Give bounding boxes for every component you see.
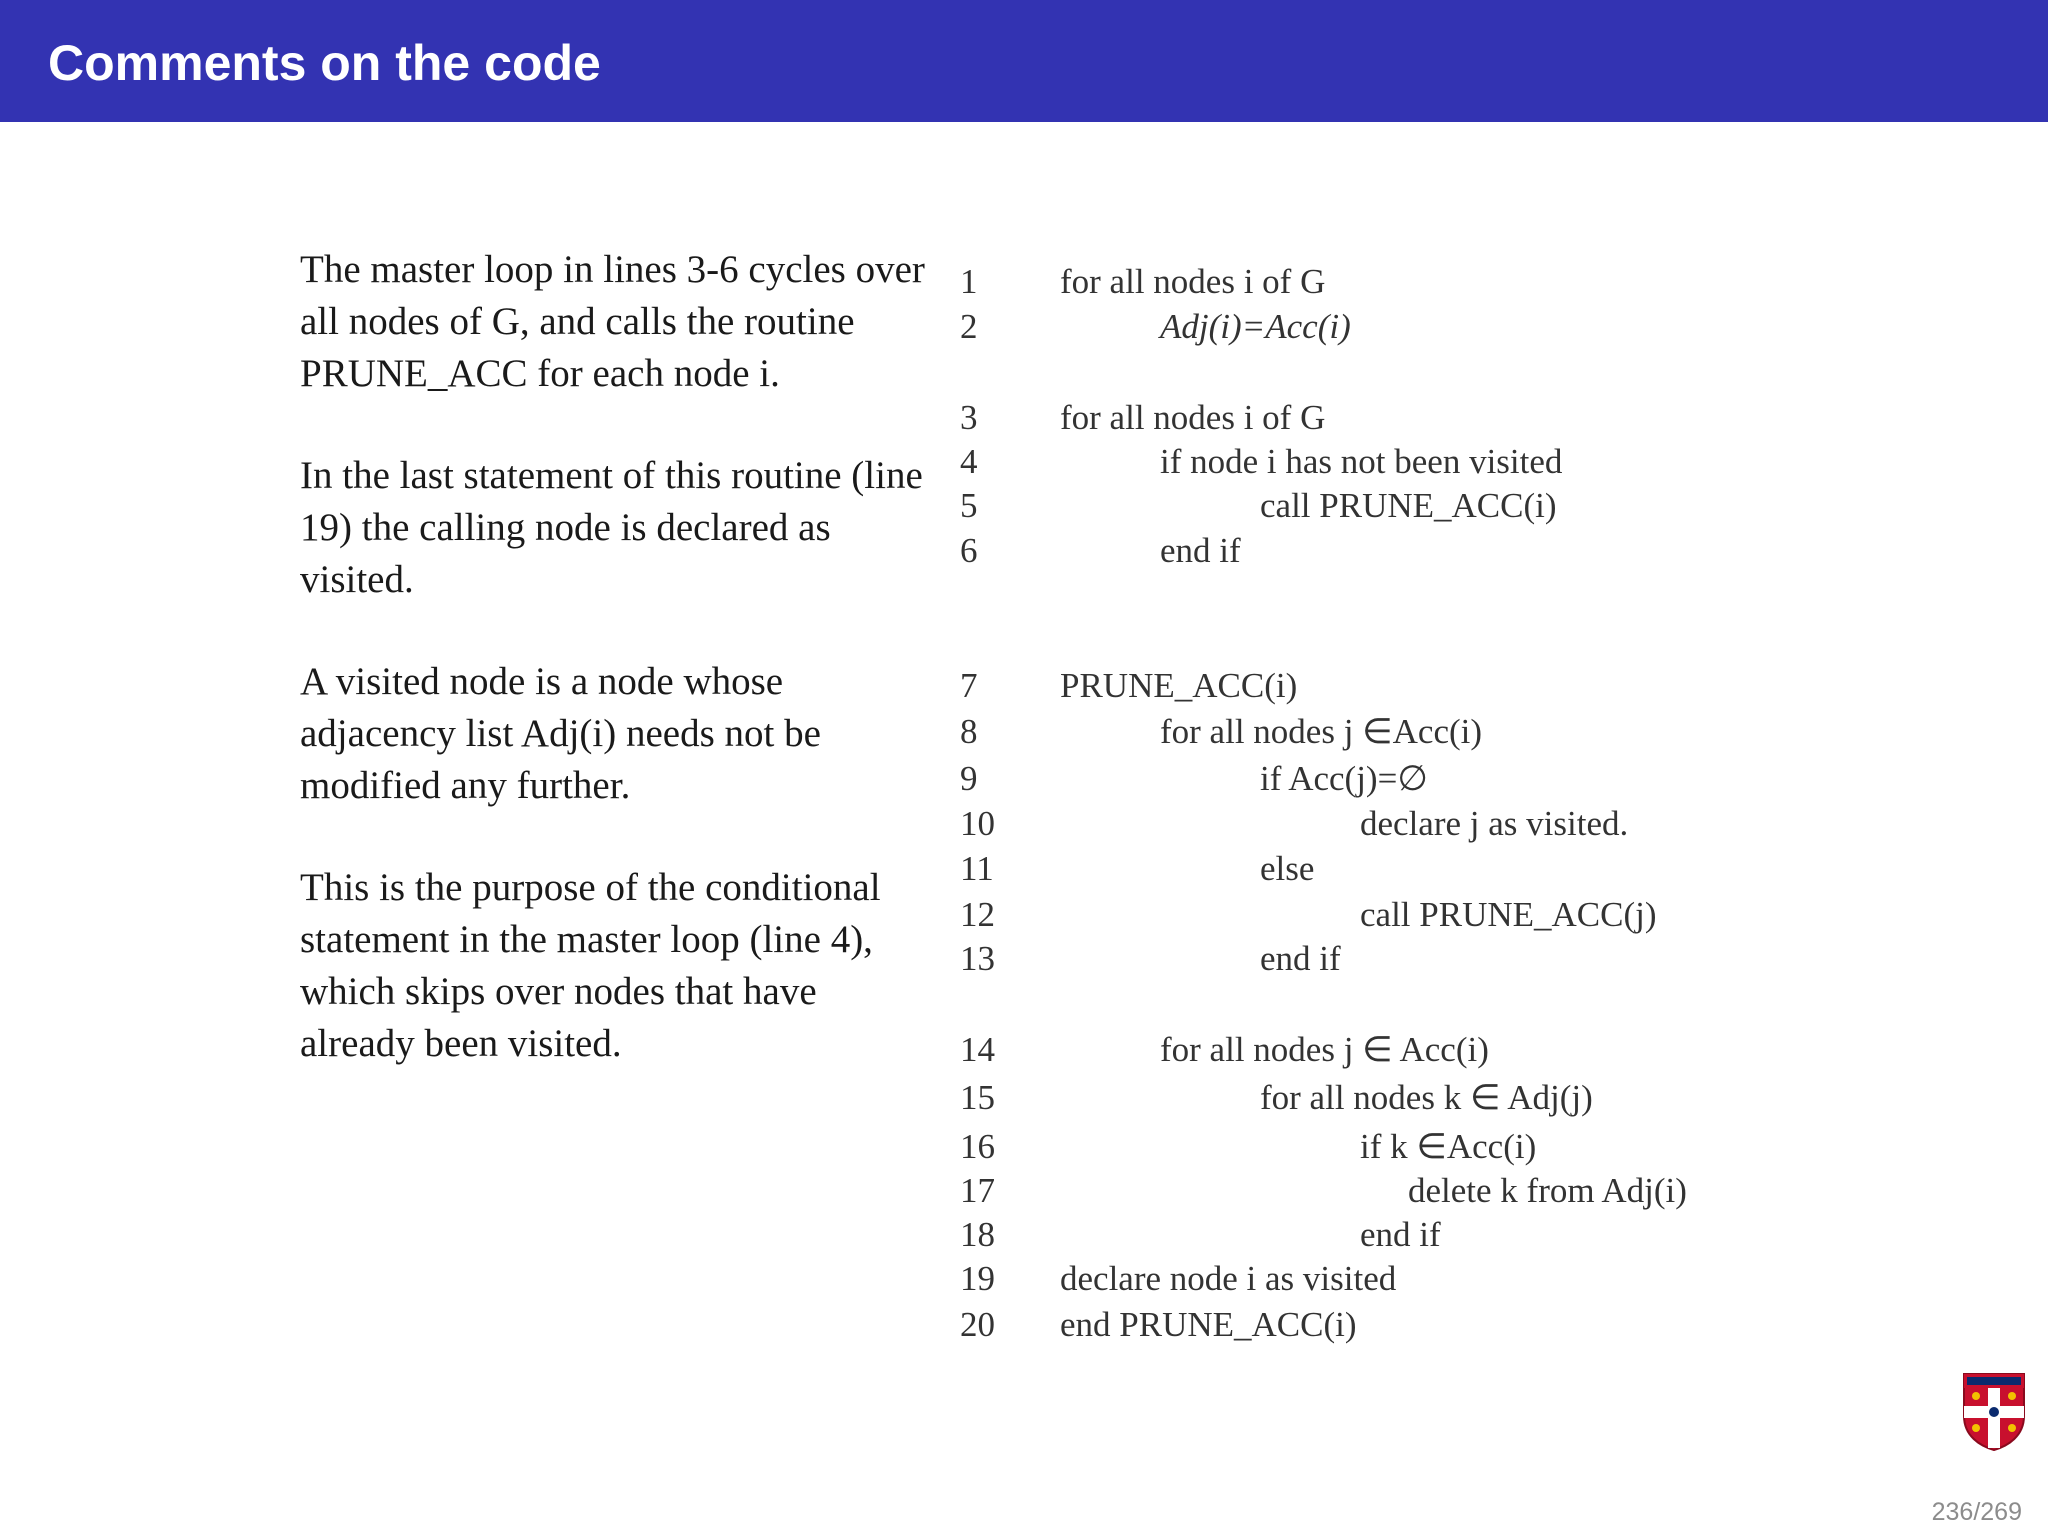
line-text: end if — [1260, 939, 1341, 978]
explanation-text — [300, 244, 930, 1120]
line-number: 19 — [960, 1259, 995, 1298]
line-number: 10 — [960, 804, 995, 843]
line-number: 2 — [960, 307, 978, 346]
line-text: for all nodes i of G — [1060, 398, 1326, 437]
line-number: 20 — [960, 1305, 995, 1344]
line-number: 6 — [960, 531, 978, 570]
line-number: 1 — [960, 262, 978, 301]
line-text: end PRUNE_ACC(i) — [1060, 1305, 1357, 1344]
line-text: Adj(i)=Acc(i) — [1160, 307, 1351, 346]
line-number: 3 — [960, 398, 978, 437]
line-text: declare j as visited. — [1360, 804, 1629, 843]
line-text: for all nodes i of G — [1060, 262, 1326, 301]
line-text: end if — [1360, 1215, 1441, 1254]
line-number: 5 — [960, 486, 978, 525]
line-number: 17 — [960, 1171, 995, 1210]
university-crest-icon — [1962, 1372, 2026, 1452]
paragraph-conditional: This is the purpose of the conditional statement in the master loop (line 4), which skips over nodes that have already been visited. — [300, 866, 881, 1065]
paragraph-visited-node: A visited node is a node whose adjacency list Adj(i) needs not be modified any further. — [300, 660, 821, 807]
line-text: for all nodes j ∈ Acc(i) — [1160, 1030, 1489, 1069]
slide-title: Comments on the code — [48, 35, 601, 91]
line-number: 9 — [960, 759, 978, 798]
line-text: if k ∈Acc(i) — [1360, 1127, 1537, 1166]
line-number: 15 — [960, 1078, 995, 1117]
line-number: 13 — [960, 939, 995, 978]
line-text: if Acc(j)=∅ — [1260, 759, 1428, 798]
line-number: 7 — [960, 666, 978, 705]
line-number: 14 — [960, 1030, 995, 1069]
slide-header — [0, 0, 2048, 122]
line-number: 8 — [960, 712, 978, 751]
line-text: for all nodes j ∈Acc(i) — [1160, 712, 1483, 751]
line-text: else — [1260, 849, 1315, 888]
line-text: end if — [1160, 531, 1241, 570]
line-number: 12 — [960, 895, 995, 934]
line-number: 18 — [960, 1215, 995, 1254]
line-text: for all nodes k ∈ Adj(j) — [1260, 1078, 1593, 1117]
line-text: PRUNE_ACC(i) — [1060, 666, 1298, 705]
line-number: 4 — [960, 442, 978, 481]
page-current: 236 — [1931, 1498, 1974, 1526]
line-text: delete k from Adj(i) — [1408, 1171, 1687, 1210]
page-number — [1932, 1498, 2022, 1527]
line-number: 11 — [960, 849, 994, 888]
line-number: 16 — [960, 1127, 995, 1166]
line-text: if node i has not been visited — [1160, 442, 1563, 481]
page-total: 269 — [1980, 1498, 2022, 1526]
page-separator: / — [1973, 1498, 1981, 1526]
line-text: call PRUNE_ACC(j) — [1360, 895, 1657, 934]
line-text: declare node i as visited — [1060, 1259, 1397, 1298]
paragraph-master-loop: The master loop in lines 3-6 cycles over all nodes of G, and calls the routine PRUNE_ACC for each node i. — [300, 248, 925, 395]
paragraph-last-statement: In the last statement of this routine (line 19) the calling node is declared as visited. — [300, 454, 923, 601]
line-text: call PRUNE_ACC(i) — [1260, 486, 1557, 525]
